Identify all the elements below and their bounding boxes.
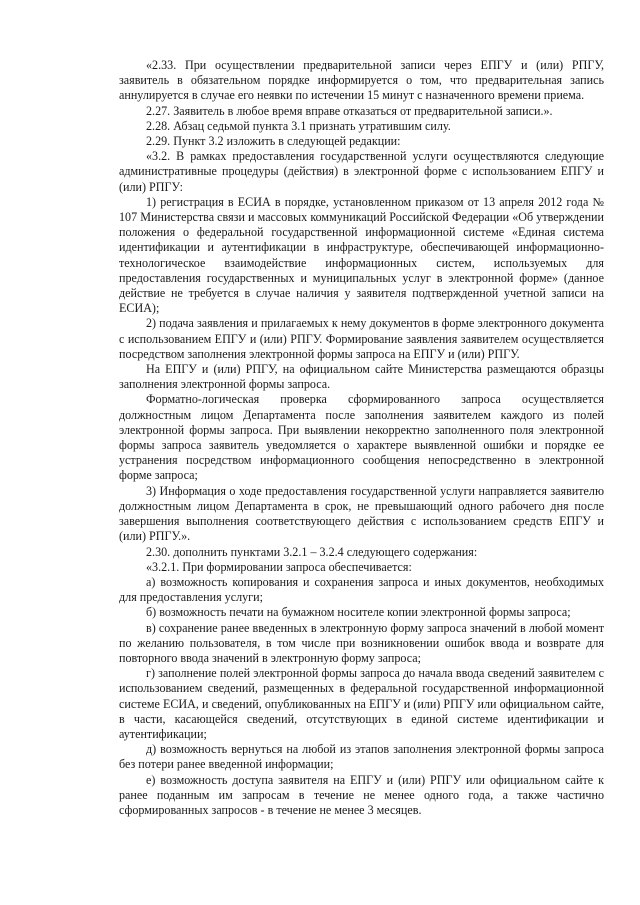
paragraph-3-2-1: «3.2.1. При формировании запроса обеспечивается: [146,559,412,574]
paragraph-2-27: 2.27. Заявитель в любое время вправе отказаться от предварительной записи.». [146,103,553,118]
list-item-3: 3) Информация о ходе предоставления государственной услуги направляется заявителю должностным лицом Департамента в срок, не превышающий одного рабочего дня после завершения выполнения соответствующего действия с использованием средств ЕПГУ и (или) РПГУ.». [119,483,604,544]
paragraph-2-30: 2.30. дополнить пунктами 3.2.1 – 3.2.4 следующего содержания: [146,544,478,559]
paragraph-samples: На ЕПГУ и (или) РПГУ, на официальном сайте Министерства размещаются образцы заполнения электронной формы запроса. [119,362,604,392]
list-item-v: в) сохранение ранее введенных в электронную форму запроса значений в любой момент по желанию пользователя, в том числе при возникновении ошибок ввода и возврате для повторного ввода значений в электронную форму запроса; [119,620,604,665]
paragraph-2-33: «2.33. При осуществлении предварительной записи через ЕПГУ и (или) РПГУ, заявитель в обязательном порядке информируется о том, что предварительная запись аннулируется в случае его неявки по истечении 15 минут с назначенного времени приема. [119,58,604,103]
paragraph-2-28: 2.28. Абзац седьмой пункта 3.1 признать утратившим силу. [146,118,451,133]
paragraph-3-2: «3.2. В рамках предоставления государственной услуги осуществляются следующие административные процедуры (действия) в электронной форме с использованием ЕПГУ и (или) РПГУ: [119,149,604,194]
list-item-1: 1) регистрация в ЕСИА в порядке, установленном приказом от 13 апреля 2012 года № 107 Министерства связи и массовых коммуникаций Российской Федерации «Об утверждении положения о федеральной государственной информационной системе «Единая система идентификации и аутентификации в инфраструктуре, обеспечивающей информационно-технологическое взаимодействие информационных систем, используемых для предоставления государственных и муниципальных услуг в электронной форме» (данное действие не требуется в случае наличия у заявителя подтвержденной учетной записи на ЕСИА); [119,194,604,316]
list-item-b: б) возможность печати на бумажном носителе копии электронной формы запроса; [146,605,571,620]
list-item-a: а) возможность копирования и сохранения запроса и иных документов, необходимых для предоставления услуги; [119,574,604,605]
document-body [119,58,604,818]
list-item-e: е) возможность доступа заявителя на ЕПГУ и (или) РПГУ или официальном сайте к ранее поданным им запросам в течение не менее одного года, а также частично сформированных запросов - в течение не менее 3 месяцев. [119,772,604,817]
list-item-g: г) заполнение полей электронной формы запроса до начала ввода сведений заявителем с использованием сведений, размещенных в федеральной государственной информационной системе ЕСИА, и сведений, опубликованных на ЕПГУ и (или) РПГУ или официальном сайте, в части, касающейся сведений, отсутствующих в единой системе идентификации и аутентификации; [119,666,604,741]
paragraph-2-29: 2.29. Пункт 3.2 изложить в следующей редакции: [146,134,401,149]
list-item-d: д) возможность вернуться на любой из этапов заполнения электронной формы запроса без потери ранее введенной информации; [119,742,604,772]
list-item-2: 2) подача заявления и прилагаемых к нему документов в форме электронного документа с использованием ЕПГУ и (или) РПГУ. Формирование заявления заявителем осуществляется посредством заполнения электронной формы запроса на ЕПГУ и (или) РПГУ. [119,316,604,361]
paragraph-format-check: Форматно-логическая проверка сформированного запроса осуществляется должностным лицом Департамента после заполнения заявителем каждого из полей электронной формы запроса. При выявлении некорректно заполненного поля электронной формы запроса заявитель уведомляется о характере выявленной ошибки и порядке ее устранения посредством информационного сообщения непосредственно в электронной форме запроса; [119,392,604,483]
